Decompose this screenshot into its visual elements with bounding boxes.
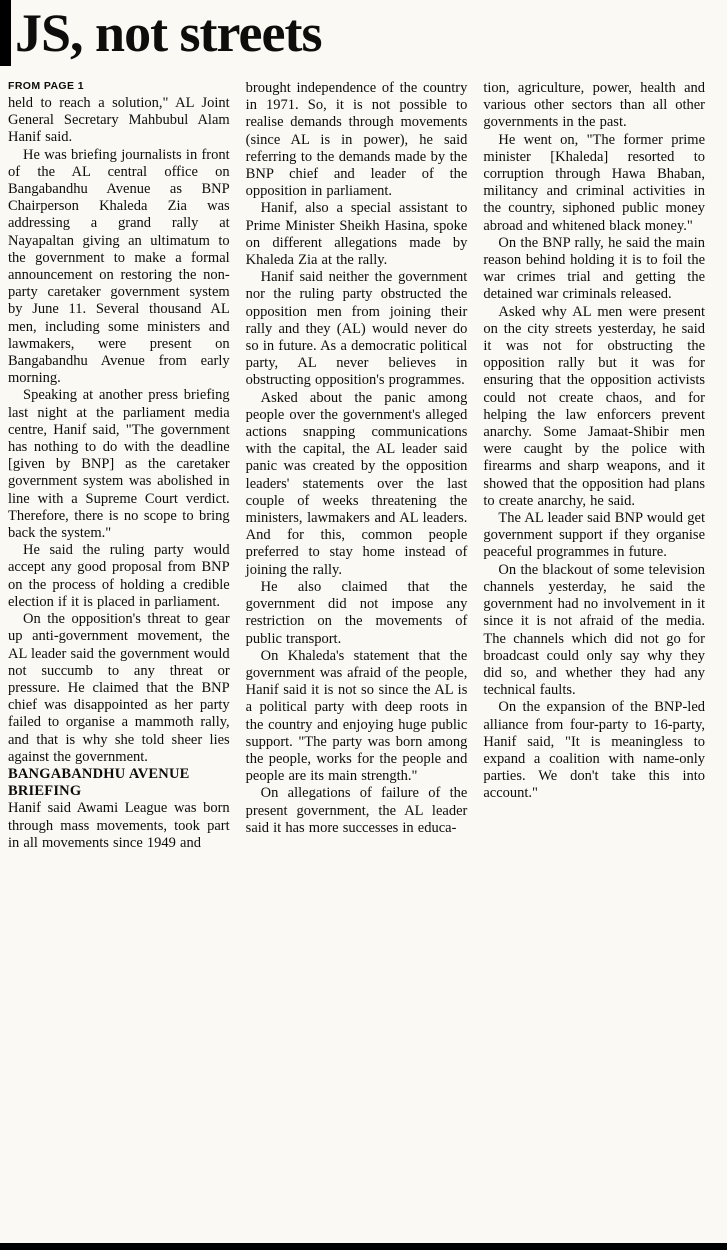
column-1 (8, 80, 230, 852)
bottom-page-rule (0, 1243, 727, 1250)
article-paragraph: tion, agriculture, power, health and various other sectors than all other governments in the past. (483, 80, 706, 131)
column-2 (246, 80, 468, 852)
headline-left-rule (0, 0, 11, 66)
article-paragraph: On allegations of failure of the present government, the AL leader said it has more successes in educa- (245, 785, 468, 836)
article-paragraph: He went on, "The former prime minister [Khaleda] resorted to corruption through Hawa Bhaban, militancy and criminal activities in the country, siphoned public money abroad and whitened black money." (483, 131, 706, 234)
article-paragraph: On the BNP rally, he said the main reason behind holding it is to foil the war crimes trial and getting the detained war criminals released. (483, 234, 706, 303)
article-columns (0, 74, 727, 852)
article-paragraph: He said the ruling party would accept any good proposal from BNP on the process of holding a credible election if it is placed in parliament. (8, 542, 230, 610)
article-paragraph: He also claimed that the government did not impose any restriction on the movements of public transport. (245, 578, 468, 647)
column-2-text (246, 80, 468, 837)
article-paragraph: On the expansion of the BNP-led alliance from four-party to 16-party, Hanif said, "It is meaningless to expand a coalition with name-only parties. We don't take this into account." (483, 699, 706, 802)
column-3-text (483, 80, 705, 803)
article-paragraph: He was briefing journalists in front of the AL central office on Bangabandhu Avenue as BNP Chairperson Khaleda Zia was addressing a grand rally at Nayapaltan giving an ultimatum to the government to make a formal announcement on restoring the non-party caretaker government system by June 11. Several thousand AL men, including some ministers and lawmakers, were present on Bangabandhu Avenue from early morning. (8, 146, 230, 387)
article-paragraph: Speaking at another press briefing last night at the parliament media centre, Hanif said, "The government has nothing to do with the deadline [given by BNP] as the caretaker government system was abolished in line with a Supreme Court verdict. Therefore, there is no scope to bring back the system." (8, 387, 230, 542)
article-paragraph: Asked why AL men were present on the city streets yesterday, he said it was not for obstructing the opposition rally but it was for ensuring that the opposition activists could not create chaos, and for helping the law enforcers prevent anarchy. Some Jamaat-Shibir men were caught by the police with firearms and sharp weapons, and it showed that the opposition had plans to create anarchy, he said. (483, 303, 706, 509)
article-paragraph: Hanif said Awami League was born through mass movements, took part in all movements since 1949 and (8, 800, 230, 851)
article-paragraph: brought independence of the country in 1971. So, it is not possible to realise demands through movements (since AL is in power), he said referring to the demands made by the BNP chief and leader of the opposition in parliament. (245, 80, 468, 200)
article-paragraph: held to reach a solution," AL Joint General Secretary Mahbubul Alam Hanif said. (8, 95, 230, 146)
article-paragraph: On the blackout of some television channels yesterday, he said the government had no involvement in it since it is not afraid of the media. The channels which did not go for broadcast could only say why they did so, and whether they had any technical faults. (483, 561, 706, 699)
article-paragraph: Asked about the panic among people over the government's alleged actions snapping communications with the capital, the AL leader said panic was created by the opposition leaders' statements over the last couple of weeks threatening the ministers, lawmakers and AL leaders. And for this, common people preferred to stay home instead of joining the rally. (245, 389, 468, 578)
column-3 (483, 80, 705, 852)
from-page-kicker: FROM PAGE 1 (8, 80, 84, 92)
article-paragraph: Hanif said neither the government nor the ruling party obstructed the opposition men from joining their rally and they (AL) would never do so in future. As a democratic political party, AL never believes in obstructing opposition's programmes. (245, 269, 468, 389)
article-paragraph: On Khaleda's statement that the government was afraid of the people, Hanif said it is not so since the AL is a political party with deep roots in the country and enjoying huge public support. "The party was born among the people, works for the people and people are its main strength." (245, 647, 468, 785)
article-headline: JS, not streets (15, 3, 322, 63)
headline-area (0, 0, 727, 74)
article-paragraph: Hanif, also a special assistant to Prime Minister Sheikh Hasina, spoke on different allegations made by Khaleda Zia at the rally. (245, 200, 468, 269)
article-paragraph: The AL leader said BNP would get government support if they organise peaceful programmes in future. (483, 510, 706, 561)
column-1-text (8, 95, 230, 852)
article-paragraph: On the opposition's threat to gear up anti-government movement, the AL leader said the government would not succumb to any threat or pressure. He claimed that the BNP chief was disappointed as her party failed to organise a mammoth rally, and that is why she told sheer lies against the government. (8, 611, 230, 765)
section-subhead: BANGABANDHU AVENUE BRIEFING (8, 765, 190, 800)
